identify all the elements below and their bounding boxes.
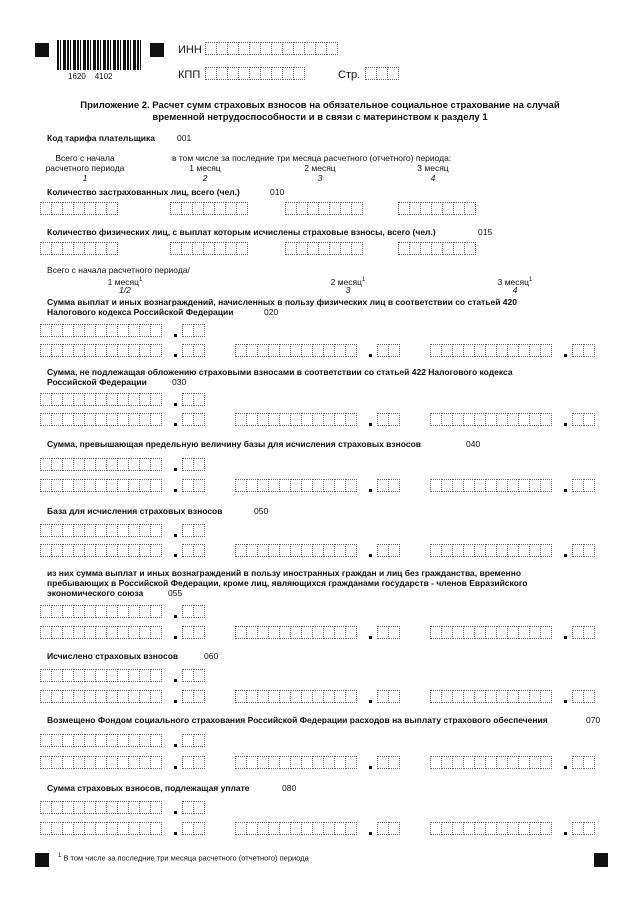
period-m2-num: 3 bbox=[317, 173, 323, 183]
row-010-total-field[interactable] bbox=[40, 202, 117, 216]
row-080-total-field[interactable] bbox=[40, 801, 161, 815]
row-055-m1-kop[interactable] bbox=[182, 626, 204, 640]
row-040-m3-decimal bbox=[564, 489, 567, 492]
row-055-label-line2: пребывающих в Российской Федерации, кроме лиц, являющихся гражданами государств - членов Евразийского bbox=[47, 578, 528, 588]
row-040-m3-kop[interactable] bbox=[572, 479, 594, 493]
row-020-m1-field[interactable] bbox=[40, 344, 161, 358]
row-080-m3-decimal bbox=[564, 832, 567, 835]
row-055-m2-field[interactable] bbox=[235, 626, 356, 640]
row-015-total-field[interactable] bbox=[40, 242, 117, 256]
row-040-m2-decimal bbox=[369, 489, 372, 492]
row-020-m2-decimal bbox=[369, 354, 372, 357]
row-040-total-field[interactable] bbox=[40, 458, 161, 472]
row-050-total-decimal bbox=[174, 534, 177, 537]
row-030-total-decimal bbox=[174, 403, 177, 406]
row-015-code: 015 bbox=[478, 227, 493, 237]
kpp-label: КПП bbox=[178, 69, 201, 81]
kpp-field[interactable] bbox=[205, 67, 304, 81]
row-020-m3-decimal bbox=[564, 354, 567, 357]
row-050-total-kop[interactable] bbox=[182, 524, 204, 538]
period2-m3-sup: 1 bbox=[529, 277, 533, 283]
row-070-total-decimal bbox=[174, 744, 177, 747]
row-020-m3-field[interactable] bbox=[430, 344, 551, 358]
row-070-m1-field[interactable] bbox=[40, 756, 161, 770]
row-040-label: Сумма, превышающая предельную величину базы для исчисления страховых взносов bbox=[47, 439, 421, 449]
row-080-m3-kop[interactable] bbox=[572, 822, 594, 836]
row-070-total-field[interactable] bbox=[40, 734, 161, 748]
period2-m2-num: 3 bbox=[345, 285, 351, 295]
inn-label: ИНН bbox=[178, 44, 202, 56]
row-040-m3-field[interactable] bbox=[430, 479, 551, 493]
row-030-m2-kop[interactable] bbox=[377, 413, 399, 427]
row-010-code: 010 bbox=[270, 187, 285, 197]
row-050-m2-kop[interactable] bbox=[377, 544, 399, 558]
row-055-m1-field[interactable] bbox=[40, 626, 161, 640]
period2-m3: 3 месяц$^1$ bbox=[497, 276, 533, 287]
row-080-m1-field[interactable] bbox=[40, 822, 161, 836]
row-070-m3-field[interactable] bbox=[430, 756, 551, 770]
row-070-m2-field[interactable] bbox=[235, 756, 356, 770]
row-055-m2-decimal bbox=[369, 636, 372, 639]
row-060-total-kop[interactable] bbox=[182, 669, 204, 683]
footnote-text: В том числе за последние три месяца расчетного (отчетного) периода bbox=[63, 853, 309, 863]
corner-marker-bottom-left bbox=[35, 853, 49, 867]
row-055-total-kop[interactable] bbox=[182, 605, 204, 619]
row-020-total-decimal bbox=[174, 334, 177, 337]
period2-total: Всего с начала расчетного периода/ bbox=[47, 265, 190, 275]
row-050-m3-kop[interactable] bbox=[572, 544, 594, 558]
row-070-m3-kop[interactable] bbox=[572, 756, 594, 770]
row-060-m1-kop[interactable] bbox=[182, 690, 204, 704]
row-030-m1-kop[interactable] bbox=[182, 413, 204, 427]
row-040-m2-kop[interactable] bbox=[377, 479, 399, 493]
row-080-m2-decimal bbox=[369, 832, 372, 835]
row-010-label: Количество застрахованных лиц, всего (чел.) bbox=[47, 187, 240, 197]
row-080-m1-kop[interactable] bbox=[182, 822, 204, 836]
tariff-code: 001 bbox=[177, 133, 192, 143]
row-060-label: Исчислено страховых взносов bbox=[47, 651, 179, 661]
period-total-line1: Всего с начала bbox=[55, 153, 115, 163]
row-030-m2-field[interactable] bbox=[235, 413, 356, 427]
page-title-line1: Приложение 2. Расчет сумм страховых взносов на обязательное социальное страхование на случай bbox=[80, 100, 560, 111]
period-m3-num: 4 bbox=[430, 173, 436, 183]
row-020-m2-kop[interactable] bbox=[377, 344, 399, 358]
row-060-m2-field[interactable] bbox=[235, 690, 356, 704]
row-040-total-kop[interactable] bbox=[182, 458, 204, 472]
row-060-m2-kop[interactable] bbox=[377, 690, 399, 704]
row-055-code: 055 bbox=[168, 588, 183, 598]
row-030-total-field[interactable] bbox=[40, 393, 161, 407]
row-080-m3-field[interactable] bbox=[430, 822, 551, 836]
period2-m2: 2 месяц$^1$ bbox=[330, 276, 366, 287]
row-070-m2-kop[interactable] bbox=[377, 756, 399, 770]
row-040-m1-field[interactable] bbox=[40, 479, 161, 493]
page-label: Стр. bbox=[338, 69, 361, 81]
row-070-total-kop[interactable] bbox=[182, 734, 204, 748]
row-055-m3-kop[interactable] bbox=[572, 626, 594, 640]
row-020-m3-kop[interactable] bbox=[572, 344, 594, 358]
row-050-m3-decimal bbox=[564, 554, 567, 557]
inn-field[interactable] bbox=[205, 42, 337, 56]
row-030-m1-field[interactable] bbox=[40, 413, 161, 427]
tariff-label: Код тарифа плательщика bbox=[47, 133, 156, 143]
row-050-code: 050 bbox=[254, 506, 269, 516]
row-015-m3-field[interactable] bbox=[398, 242, 475, 256]
row-055-m3-decimal bbox=[564, 636, 567, 639]
row-080-label: Сумма страховых взносов, подлежащая уплате bbox=[47, 783, 250, 793]
row-080-total-kop[interactable] bbox=[182, 801, 204, 815]
row-030-m1-decimal bbox=[174, 423, 177, 426]
row-060-total-decimal bbox=[174, 679, 177, 682]
row-080-m1-decimal bbox=[174, 832, 177, 835]
row-010-m2-field[interactable] bbox=[285, 202, 362, 216]
row-060-m1-field[interactable] bbox=[40, 690, 161, 704]
row-020-m1-kop[interactable] bbox=[182, 344, 204, 358]
row-040-m1-kop[interactable] bbox=[182, 479, 204, 493]
period-last3-label: в том числе за последние три месяца расчетного (отчетного) периода: bbox=[172, 153, 452, 163]
row-080-code: 080 bbox=[282, 783, 297, 793]
row-010-m1-field[interactable] bbox=[170, 202, 247, 216]
period-m2: 2 месяц bbox=[304, 163, 336, 173]
row-010-m3-field[interactable] bbox=[398, 202, 475, 216]
row-020-total-kop[interactable] bbox=[182, 324, 204, 338]
row-070-m1-decimal bbox=[174, 766, 177, 769]
period-total-line2: расчетного периода bbox=[45, 163, 125, 173]
period-total-num: 1 bbox=[82, 173, 88, 183]
row-050-m1-decimal bbox=[174, 554, 177, 557]
barcode-number: 1620 4102 bbox=[68, 72, 113, 81]
period2-m1: 1 месяц$^1$ bbox=[107, 276, 143, 287]
row-050-label: База для исчисления страховых взносов bbox=[47, 506, 223, 516]
row-030-label-line1: Сумма, не подлежащая обложению страховыми взносами в соответствии со статьей 422 Налогового кодекса bbox=[47, 367, 513, 377]
row-055-m2-kop[interactable] bbox=[377, 626, 399, 640]
row-050-m1-kop[interactable] bbox=[182, 544, 204, 558]
period-m1: 1 месяц bbox=[189, 163, 221, 173]
row-060-m1-decimal bbox=[174, 700, 177, 703]
row-055-m1-decimal bbox=[174, 636, 177, 639]
row-070-m2-decimal bbox=[369, 766, 372, 769]
period2-m2-sup: 1 bbox=[362, 277, 366, 283]
row-060-m3-decimal bbox=[564, 700, 567, 703]
footnote-sup: 1 bbox=[58, 853, 62, 859]
row-020-label-line1: Сумма выплат и иных вознаграждений, начисленных в пользу физических лиц в соответствии со статьей 420 bbox=[47, 297, 517, 307]
row-055-total-field[interactable] bbox=[40, 605, 161, 619]
row-040-m1-decimal bbox=[174, 489, 177, 492]
row-050-total-field[interactable] bbox=[40, 524, 161, 538]
row-055-m3-field[interactable] bbox=[430, 626, 551, 640]
row-015-m2-field[interactable] bbox=[285, 242, 362, 256]
row-020-label-line2: Налогового кодекса Российской Федерации bbox=[47, 307, 234, 317]
row-070-m3-decimal bbox=[564, 766, 567, 769]
row-015-label: Количество физических лиц, с выплат которым исчислены страховые взносы, всего (чел.) bbox=[47, 227, 436, 237]
page-title-line2: временной нетрудоспособности и в связи с материнством к разделу 1 bbox=[152, 112, 488, 123]
row-040-total-decimal bbox=[174, 468, 177, 471]
row-030-label-line2: Российской Федерации bbox=[47, 377, 147, 387]
row-015-m1-field[interactable] bbox=[170, 242, 247, 256]
row-060-code: 060 bbox=[204, 651, 219, 661]
row-055-label-line1: из них сумма выплат и иных вознаграждений в пользу иностранных граждан и лиц без гражданства, временно bbox=[47, 568, 522, 578]
row-080-m2-kop[interactable] bbox=[377, 822, 399, 836]
corner-marker-bottom-right bbox=[594, 853, 608, 867]
row-060-m3-kop[interactable] bbox=[572, 690, 594, 704]
row-040-m2-field[interactable] bbox=[235, 479, 356, 493]
row-030-m3-decimal bbox=[564, 423, 567, 426]
row-055-total-decimal bbox=[174, 615, 177, 618]
period2-m1-sup: 1 bbox=[139, 277, 143, 283]
row-050-m2-field[interactable] bbox=[235, 544, 356, 558]
row-020-m1-decimal bbox=[174, 354, 177, 357]
row-060-m3-field[interactable] bbox=[430, 690, 551, 704]
row-055-label-line3: экономического союза bbox=[47, 588, 144, 598]
footnote bbox=[58, 853, 309, 863]
row-080-total-decimal bbox=[174, 811, 177, 814]
period2-m3-num: 4 bbox=[512, 285, 518, 295]
row-070-code: 070 bbox=[586, 715, 601, 725]
corner-marker-top-right bbox=[150, 43, 164, 57]
row-050-m1-field[interactable] bbox=[40, 544, 161, 558]
row-020-m2-field[interactable] bbox=[235, 344, 356, 358]
row-080-m2-field[interactable] bbox=[235, 822, 356, 836]
row-030-total-kop[interactable] bbox=[182, 393, 204, 407]
period-m1-num: 2 bbox=[202, 173, 208, 183]
period-m3: 3 месяц bbox=[417, 163, 449, 173]
row-030-code: 030 bbox=[172, 377, 187, 387]
row-040-code: 040 bbox=[466, 439, 481, 449]
row-050-m2-decimal bbox=[369, 554, 372, 557]
page-field[interactable] bbox=[365, 67, 398, 81]
row-020-code: 020 bbox=[264, 307, 279, 317]
row-060-total-field[interactable] bbox=[40, 669, 161, 683]
row-050-m3-field[interactable] bbox=[430, 544, 551, 558]
corner-marker-top-left bbox=[35, 43, 49, 57]
row-070-m1-kop[interactable] bbox=[182, 756, 204, 770]
period2-m1-num: 1/2 bbox=[119, 285, 131, 295]
row-030-m2-decimal bbox=[369, 423, 372, 426]
row-020-total-field[interactable] bbox=[40, 324, 161, 338]
row-070-label: Возмещено Фондом социального страхования Российской Федерации расходов на выплату страхового обеспечения bbox=[47, 715, 548, 725]
row-030-m3-kop[interactable] bbox=[572, 413, 594, 427]
barcode bbox=[57, 40, 141, 70]
row-030-m3-field[interactable] bbox=[430, 413, 551, 427]
row-060-m2-decimal bbox=[369, 700, 372, 703]
